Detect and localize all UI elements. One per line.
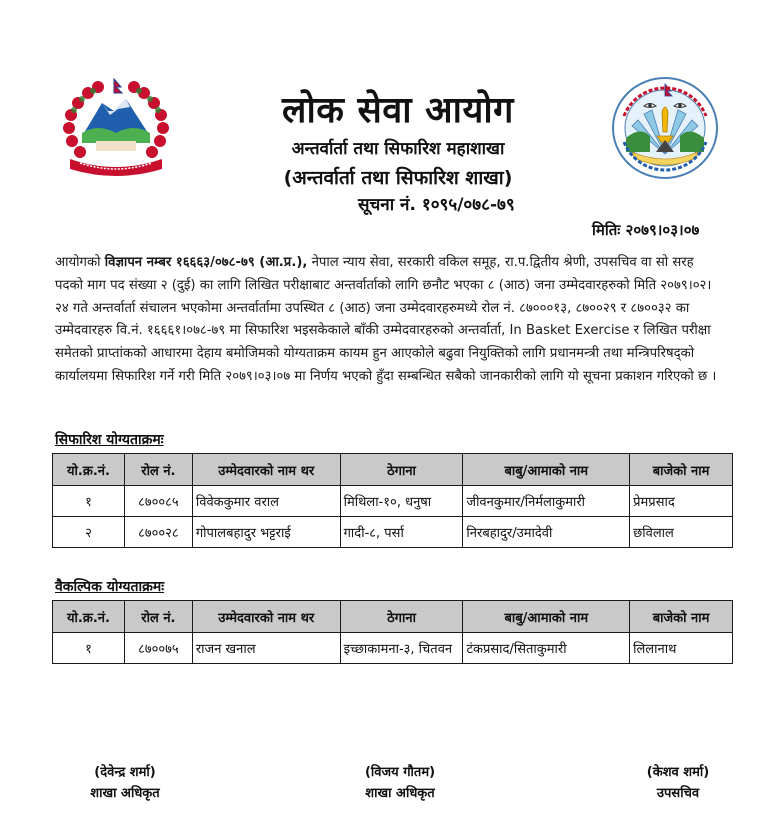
col-grandfather-name: बाजेको नाम: [630, 601, 733, 633]
table-header-row: [53, 454, 733, 486]
section-name: (अन्तर्वार्ता तथा सिफारिश शाखा): [283, 167, 513, 189]
cell-roll-no: ८७००८५: [124, 486, 192, 517]
table-row: [53, 486, 733, 517]
advertisement-number: विज्ञापन नम्बर १६६६३/०७८-७९ (आ.प्र.),: [104, 255, 308, 270]
cell-candidate-name: विवेककुमार वराल: [192, 486, 340, 517]
body-text: नेपाल न्याय सेवा, सरकारी वकिल समूह, रा.प.द्वितीय श्रेणी, उपसचिव वा सो सरह पदको माग पद संख्या २ (दुई) का लागि लिखित परीक्षाबाट अन्तर्वार्ताको लागि छनौट भएका ८ (आठ) जना उम्मेदवारहरुको मिति २०७९।०२।२४ गते अन्तर्वार्ता संचालन भएकोमा अन्तर्वार्तामा उपस्थित ८ (आठ) जना उम्मेदवारहरुमध्ये रोल नं. ८७०००१३, ८७००२९ र ८७००३२ का उम्मेदवारहरु वि.नं. १६६६१।०७८-७९ मा सिफारिश भइसकेकाले बाँकी उम्मेदवारहरुको अन्तर्वार्ता, In Basket Exercise र लिखित परीक्षा समेतको प्राप्तांकको आधारमा देहाय बमोजिमको योग्यताक्रम कायम हुन आएकोले बढुवा नियुक्तिको लागि प्रधानमन्त्री तथा मन्त्रिपरिषद्को कार्यालयमा सिफारिश गर्ने गरी मिति २०७९।०३।०७ मा निर्णय भएको हुँदा सम्बन्धित सबैको जानकारीको लागि यो सूचना प्रकाशन गरिएको छ ।: [55, 255, 717, 384]
cell-serial: १: [53, 633, 125, 664]
signatory-3: [628, 762, 728, 804]
col-parent-name: बाबु/आमाको नाम: [463, 454, 630, 486]
cell-roll-no: ८७००२८: [124, 517, 192, 548]
cell-serial: १: [53, 486, 125, 517]
cell-candidate-name: गोपालबहादुर भट्टराई: [192, 517, 340, 548]
signatory-title: शाखा अधिकृत: [90, 786, 160, 801]
cell-candidate-name: राजन खनाल: [192, 633, 340, 664]
notice-body: [55, 252, 725, 389]
cell-grandfather-name: प्रेमप्रसाद: [630, 486, 733, 517]
col-roll-no: रोल नं.: [124, 601, 192, 633]
signatory-1: [70, 762, 180, 804]
col-address: ठेगाना: [340, 601, 463, 633]
col-serial: यो.क्र.नं.: [53, 601, 125, 633]
signatory-name: (केशव शर्मा): [646, 765, 710, 780]
col-roll-no: रोल नं.: [124, 454, 192, 486]
recommended-merit-table: [52, 453, 733, 548]
col-serial: यो.क्र.नं.: [53, 454, 125, 486]
recommended-merit-heading: सिफारिश योग्यताक्रमः: [55, 432, 164, 448]
signatory-2: [340, 762, 460, 804]
table-row: [53, 517, 733, 548]
col-candidate-name: उम्मेदवारको नाम थर: [192, 601, 340, 633]
cell-grandfather-name: लिलानाथ: [630, 633, 733, 664]
cell-address: मिथिला-१०, धनुषा: [340, 486, 463, 517]
cell-roll-no: ८७००७५: [124, 633, 192, 664]
col-candidate-name: उम्मेदवारको नाम थर: [192, 454, 340, 486]
cell-address: इच्छाकामना-३, चितवन: [340, 633, 463, 664]
alternate-merit-heading: वैकल्पिक योग्यताक्रमः: [55, 579, 165, 595]
cell-address: गादी-८, पर्सा: [340, 517, 463, 548]
signatory-title: शाखा अधिकृत: [365, 786, 435, 801]
organization-title: लोक सेवा आयोग: [282, 90, 514, 131]
col-address: ठेगाना: [340, 454, 463, 486]
cell-serial: २: [53, 517, 125, 548]
table-row: [53, 633, 733, 664]
cell-parent-name: टंकप्रसाद/सिताकुमारी: [463, 633, 630, 664]
body-lead: आयोगको: [55, 255, 105, 270]
alternate-merit-table: [52, 600, 733, 664]
col-parent-name: बाबु/आमाको नाम: [463, 601, 630, 633]
notice-date: मितिः २०७९।०३।०७: [592, 221, 700, 239]
col-grandfather-name: बाजेको नाम: [630, 454, 733, 486]
signatory-name: (विजय गौतम): [364, 765, 436, 780]
signatory-name: (देवेन्द्र शर्मा): [94, 765, 156, 780]
notice-number: सूचना नं. १०९५/०७८-७९: [358, 195, 515, 215]
division-name: अन्तर्वार्ता तथा सिफारिश महाशाखा: [291, 139, 505, 159]
cell-parent-name: निरबहादुर/उमादेवी: [463, 517, 630, 548]
cell-grandfather-name: छविलाल: [630, 517, 733, 548]
cell-parent-name: जीवनकुमार/निर्मलाकुमारी: [463, 486, 630, 517]
table-header-row: [53, 601, 733, 633]
signatory-title: उपसचिव: [656, 786, 700, 801]
